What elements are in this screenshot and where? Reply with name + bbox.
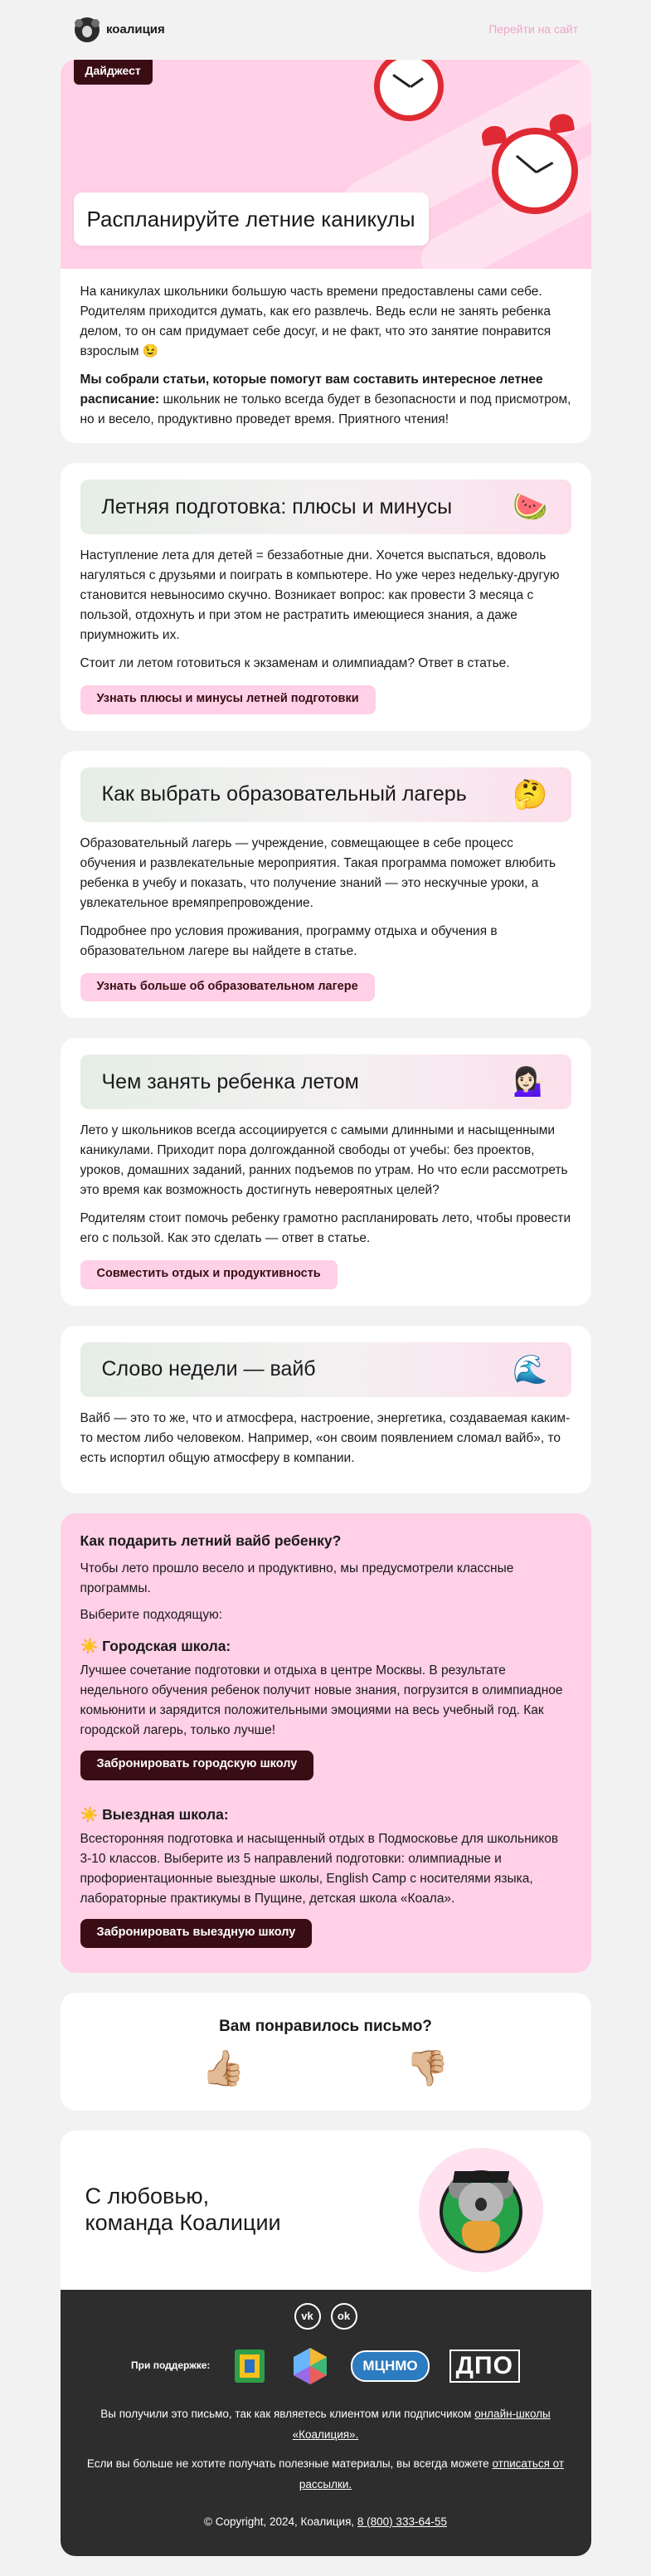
hero-banner (61, 60, 591, 269)
support-label: При поддержке: (131, 2359, 211, 2372)
partner-hexagon-logo-icon (289, 2348, 331, 2384)
farewell-text (85, 2184, 281, 2237)
alarm-clock-icon (366, 60, 451, 129)
copyright (85, 2514, 566, 2531)
intro-paragraph: На каникулах школьники большую часть времени предоставлены сами себе. Родителям приходится думать, как его развлечь. Ведь если не занять ребенка делом, то он сам придумает себе досуг, и не факт, что это занятие понравится взрослым 😉 (80, 285, 551, 359)
article-paragraph: Вайб — это то же, что и атмосфера, настроение, энергетика, создаваемая каким-то местом либо человеком. Например, «он своим появлением сломал вайб», то есть испортил общую атмосферу в компании. (80, 1410, 571, 1465)
city-school-text: Лучшее сочетание подготовки и отдыха в центре Москвы. В результате недельного обучения ребенок получит новые знания, погрузится в олимпиадное комьюнити и зарядится положительными эмоциями на весь учебный год. Как городской лагерь, только лучше! (80, 1663, 563, 1738)
promo-paragraph: Чтобы лето прошло весело и продуктивно, мы предусмотрели классные программы. (80, 1561, 514, 1595)
koala-logo-icon (75, 17, 100, 42)
article-title: Как выбрать образовательный лагерь (101, 782, 467, 806)
article-title: Летняя подготовка: плюсы и минусы (101, 494, 453, 519)
intro-bold: Мы собрали статьи, которые помогут вам составить интересное летнее расписание: (80, 373, 543, 407)
note-text: Вы получили это письмо, так как являетесь клиентом или подписчиком (100, 2407, 475, 2420)
hero-card (61, 60, 591, 443)
farewell-line: С любовью, (85, 2183, 210, 2208)
social-links (85, 2303, 566, 2330)
signoff-card (61, 2130, 591, 2556)
away-school-title: ☀️ Выездная школа: (80, 1805, 229, 1823)
summer-programs-card (61, 1513, 591, 1973)
ok-icon[interactable]: ok (331, 2303, 357, 2330)
note-text: Если вы больше не хотите получать полезные материалы, вы всегда можете (86, 2457, 493, 2470)
article-paragraph: Наступление лета для детей = беззаботные дни. Хочется выспаться, вдоволь нагуляться с друзьями и поиграть в компьютере. Но уже через недельку-другую становится невыносимо скучно. Возникает вопрос: как провести 3 месяца с пользой, отдохнуть и при этом не растратить имеющиеся знания, а даже приумножить их. (80, 548, 560, 643)
partners (85, 2348, 566, 2384)
word-of-week-card (61, 1326, 591, 1493)
article-header (80, 1342, 571, 1397)
book-away-school-button[interactable]: Забронировать выездную школу (80, 1919, 313, 1948)
header (0, 0, 651, 60)
farewell (61, 2130, 591, 2290)
digest-badge: Дайджест (74, 60, 153, 85)
city-school-title: ☀️ Городская школа: (80, 1638, 231, 1655)
dpo-label: ДПО (449, 2350, 520, 2383)
phone-link[interactable]: 8 (800) 333-64-55 (357, 2515, 447, 2528)
koala-mascot-icon (419, 2148, 543, 2272)
article-header (80, 1054, 571, 1109)
feedback-card (61, 1993, 591, 2110)
article-card-summer-prep (61, 463, 591, 731)
article-paragraph: Родителям стоит помочь ребенку грамотно распланировать лето, чтобы провести его с пользой. Как это сделать — ответ в статье. (80, 1211, 571, 1246)
brand[interactable] (75, 17, 165, 42)
article-paragraph: Образовательный лагерь — учреждение, совмещающее в себе процесс обучения и развлекательные мероприятия. Такая программа поможет влюбить ребенка в учебу и показать, что получение знаний — это нескучные уроки, а увлекательное времяпрепровождение. (80, 835, 556, 910)
vk-icon[interactable]: vk (294, 2303, 321, 2330)
unsubscribe-link[interactable]: отписаться от рассылки. (299, 2457, 565, 2491)
article-paragraph: Лето у школьников всегда ассоциируется с самыми длинными и насыщенными каникулами. Приходит пора долгожданной свободы от учебы: без проектов, уроков, домашних заданий, ранних подъемов по утрам. Но что если рассмотреть это время как возможность достигнуть невероятных целей? (80, 1123, 568, 1198)
article-title: Слово недели — вайб (101, 1357, 316, 1381)
school-link[interactable]: онлайн-школы «Коалиция». (292, 2407, 551, 2441)
hero-title-box (74, 192, 429, 246)
hero-title: Распланируйте летние каникулы (86, 207, 415, 231)
article-title: Чем занять ребенка летом (101, 1069, 359, 1093)
promo-paragraph: Выберите подходящую: (80, 1608, 223, 1622)
thumbs-up-icon[interactable]: 👍🏼 (202, 2047, 245, 2088)
article-card-summer-activities (61, 1038, 591, 1306)
unsubscribe-note (85, 2454, 566, 2496)
partner-mcnmo-logo (351, 2348, 429, 2384)
summer-prep-button[interactable]: Узнать плюсы и минусы летней подготовки (80, 685, 376, 713)
footer (61, 2290, 591, 2556)
promo-title: Как подарить летний вайб ребенку? (80, 1531, 342, 1549)
woman-tipping-hand-icon: 💁🏻‍♀️ (513, 1065, 548, 1099)
article-paragraph: Подробнее про условия проживания, программу отдыха и обучения в образовательном лагере вы найдете в статье. (80, 923, 498, 958)
farewell-line: команда Коалиции (85, 2209, 281, 2235)
mcnmo-label: МЦНМО (351, 2350, 429, 2382)
away-school-text: Всесторонняя подготовка и насыщенный отдых в Подмосковье для школьников 3-10 классов. Выберите из 5 направлений подготовки: олимпиадные и профориентационные выездные школы, English Camp с носителями языка, лабораторные практикумы в Пущине, детская школа «Коала». (80, 1831, 559, 1906)
article-header (80, 480, 571, 534)
article-header (80, 767, 571, 822)
watermelon-icon: 🍉 (513, 490, 548, 524)
intro-rest: школьник не только всегда будет в безопасности и под присмотром, но и весело, продуктивно проведет время. Приятного чтения! (80, 392, 571, 427)
camp-button[interactable]: Узнать больше об образовательном лагере (80, 973, 375, 1001)
partner-dpo-logo (449, 2348, 520, 2384)
feedback-buttons (80, 2047, 571, 2088)
subscription-note (85, 2404, 566, 2446)
article-card-camp (61, 751, 591, 1019)
intro-text (61, 269, 591, 443)
feedback-title: Вам понравилось письмо? (219, 2018, 432, 2036)
go-to-site-link[interactable]: Перейти на сайт (488, 22, 578, 37)
intro-paragraph (80, 370, 571, 430)
wave-icon: 🌊 (513, 1352, 548, 1386)
thinking-face-icon: 🤔 (513, 777, 548, 811)
brand-name: коалиция (106, 22, 165, 37)
book-city-school-button[interactable]: Забронировать городскую школу (80, 1751, 314, 1780)
partner-cube-logo-icon (230, 2348, 270, 2384)
thumbs-down-icon[interactable]: 👎🏼 (406, 2047, 449, 2088)
article-paragraph: Стоит ли летом готовиться к экзаменам и олимпиадам? Ответ в статье. (80, 656, 510, 671)
rest-and-productivity-button[interactable]: Совместить отдых и продуктивность (80, 1260, 338, 1288)
copyright-text: © Copyright, 2024, Коалиция, (204, 2515, 357, 2528)
